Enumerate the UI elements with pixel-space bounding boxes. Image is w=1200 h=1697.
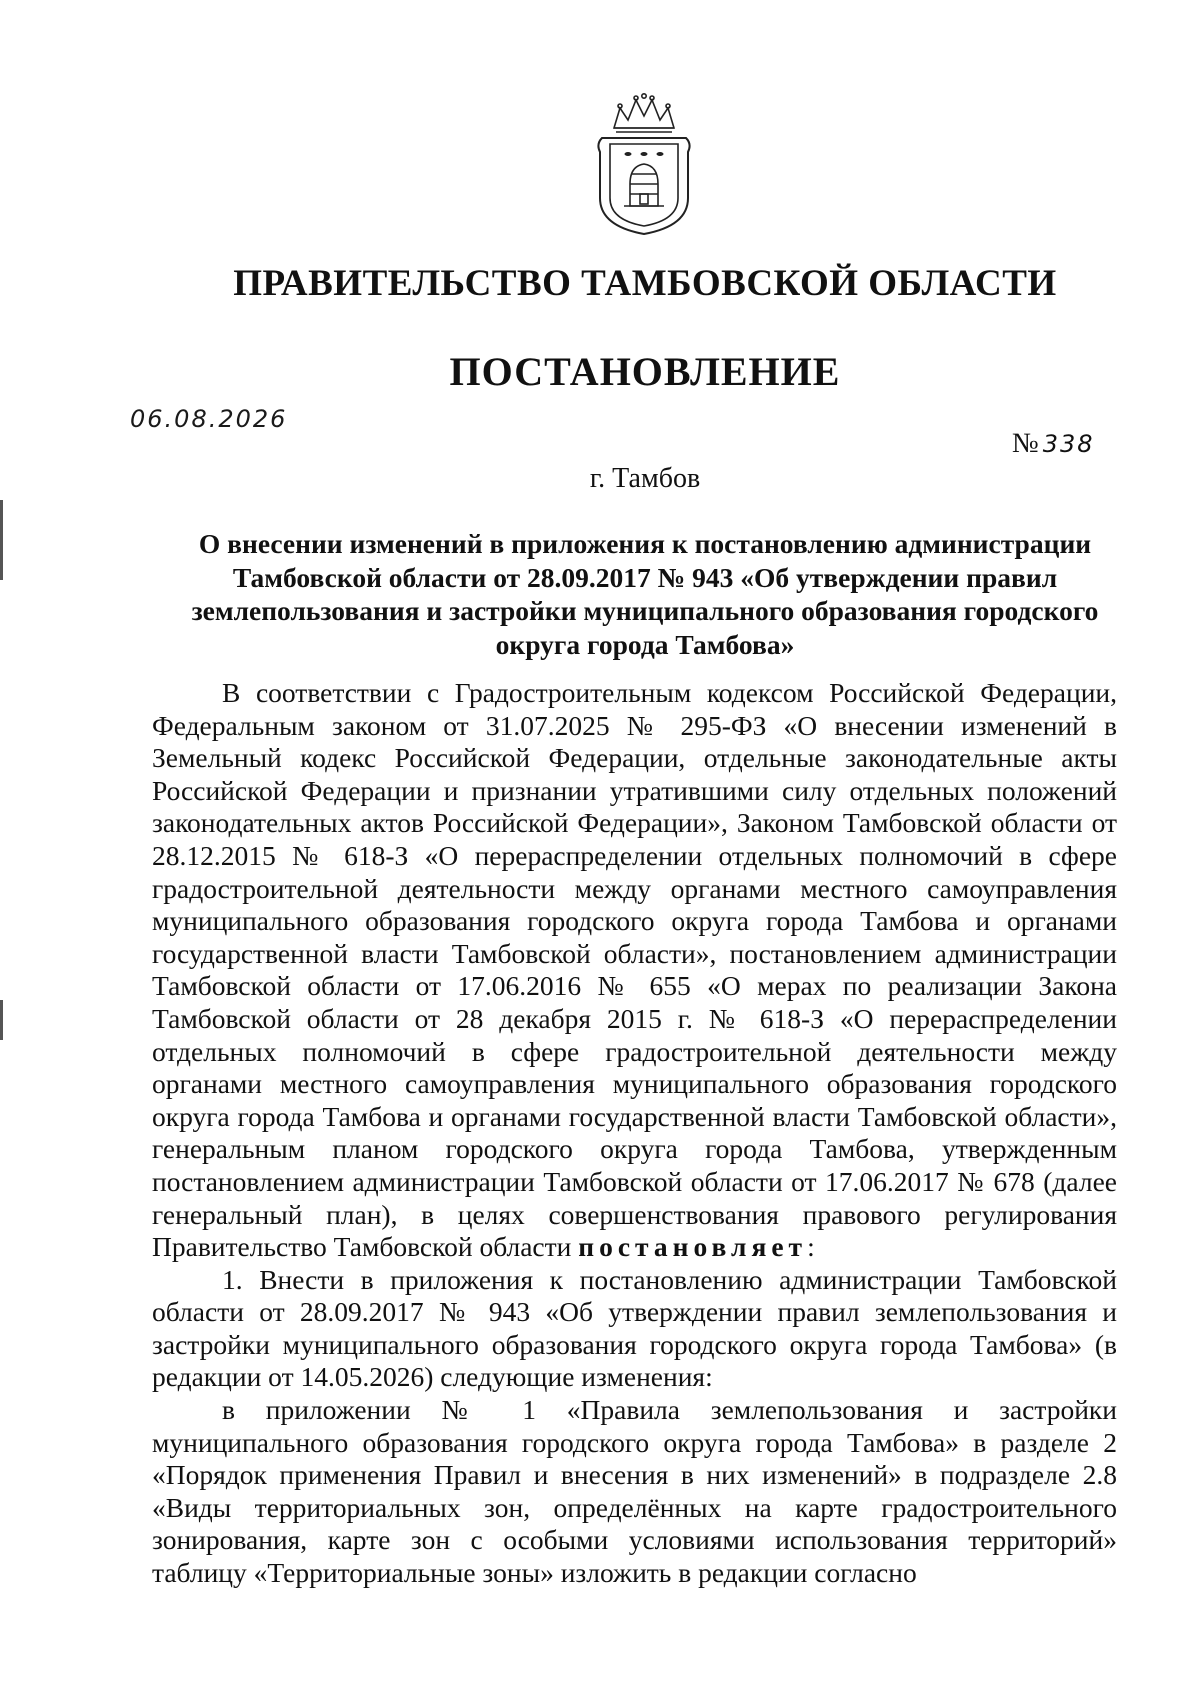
resolves-word: постановляет	[578, 1231, 808, 1263]
resolves-colon: :	[807, 1231, 815, 1263]
document-number	[1012, 428, 1095, 460]
scan-edge-mark	[0, 1000, 3, 1040]
item-1-subparagraph: в приложении № 1 «Правила землепользования и застройки муниципального образования городского округа города Тамбова» в разделе 2 «Порядок применения Правил и внесения в них изменений» в подразделе 2.8 «Виды территориальных зон, определённых на карте градостроительного зонирования, карте зон с особыми условиями использования территорий» таблицу «Территориальные зоны» изложить в редакции согласно	[152, 1394, 1117, 1589]
document-date: 06.08.2026	[130, 405, 288, 433]
preamble-text: В соответствии с Градостроительным кодексом Российской Федерации, Федеральным законом от 31.07.2025 № 295-ФЗ «О внесении изменений в Земельный кодекс Российской Федерации, отдельные законодательные акты Российской Федерации и признании утратившими силу отдельных положений законодательных актов Российской Федерации», Законом Тамбовской области от 28.12.2015 № 618-З «О перераспределении отдельных полномочий в сфере градостроительной деятельности между органами местного самоуправления муниципального образования городского округа города Тамбова и органами государственной власти Тамбовской области», постановлением администрации Тамбовской области от 17.06.2016 № 655 «О мерах по реализации Закона Тамбовской области от 28 декабря 2015 г. № 618-З «О перераспределении отдельных полномочий в сфере градостроительной деятельности между органами местного самоуправления муниципального образования городского округа города Тамбова и органами государственной власти Тамбовской области», генеральным планом городского округа города Тамбова, утвержденным постановлением администрации Тамбовской области от 17.06.2017 № 678 (далее генеральный план), в целях совершенствования правового регулирования Правительство Тамбовской области	[152, 677, 1117, 1263]
document-body	[152, 677, 1117, 1590]
scan-edge-mark	[0, 500, 3, 580]
preamble-paragraph	[152, 677, 1117, 1264]
number-prefix: №	[1012, 428, 1039, 459]
tambov-coat-of-arms-icon	[588, 88, 700, 238]
item-1-paragraph: 1. Внести в приложения к постановлению администрации Тамбовской области от 28.09.2017 № 943 «Об утверждении правил землепользования и застройки муниципального образования городского округа города Тамбова» (в редакции от 14.05.2026) следующие изменения:	[152, 1263, 1117, 1393]
document-type-title: ПОСТАНОВЛЕНИЕ	[449, 349, 841, 394]
organization-title: ПРАВИТЕЛЬСТВО ТАМБОВСКОЙ ОБЛАСТИ	[233, 263, 1057, 304]
number-value: 338	[1042, 430, 1095, 458]
city-label: г. Тамбов	[589, 463, 701, 494]
document-subject: О внесении изменений в приложения к постановлению администрации Тамбовской области от 28.09.2017 № 943 «Об утверждении правил землепользования и застройки муниципального образования городского округа города Тамбова»	[191, 528, 1099, 660]
